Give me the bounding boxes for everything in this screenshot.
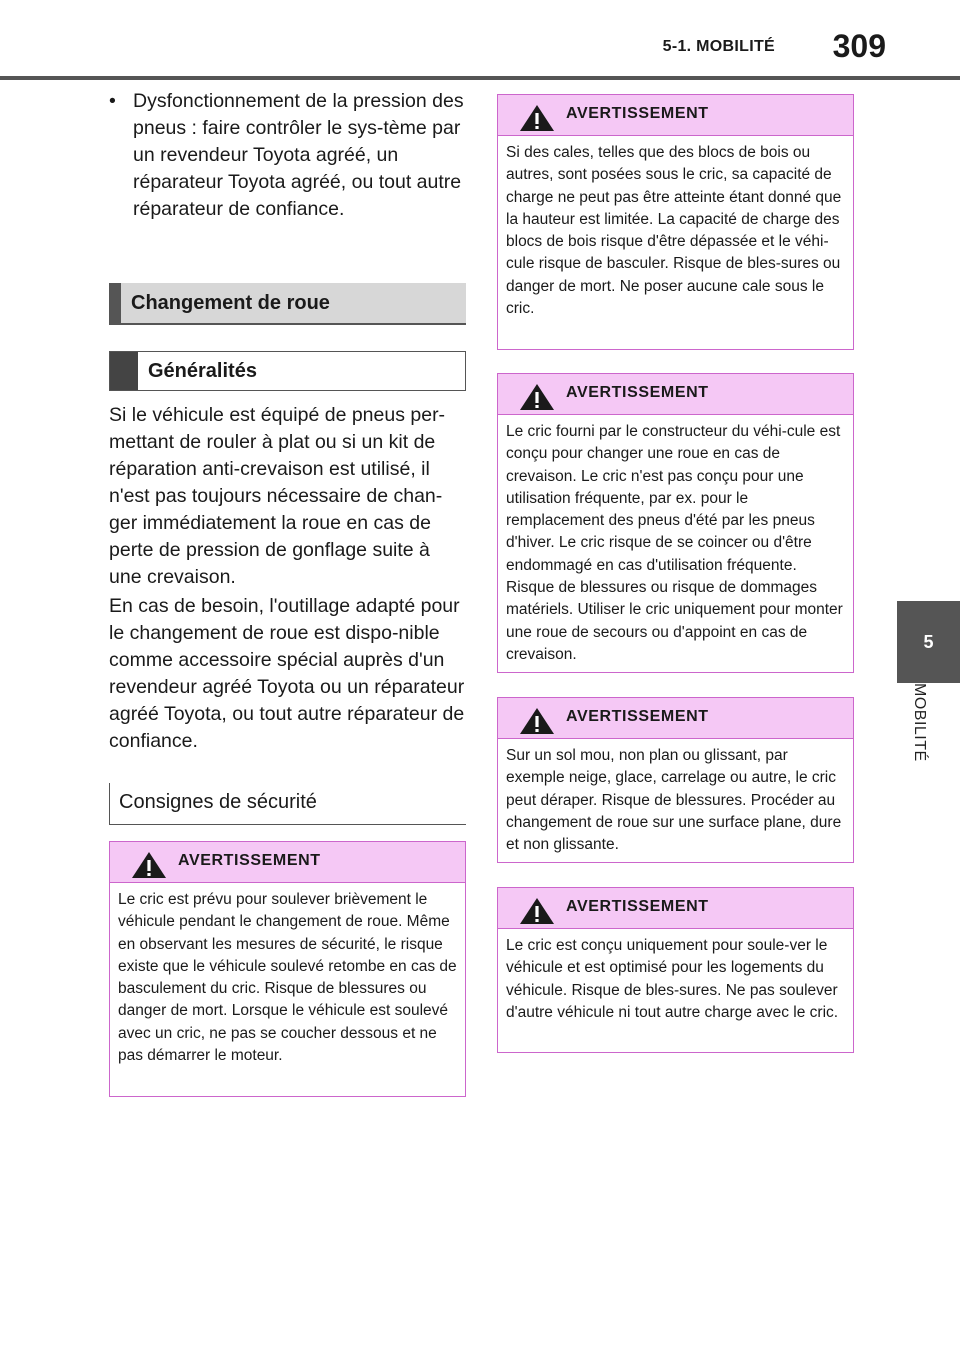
warning-box-1	[109, 841, 466, 1097]
warning-header	[498, 888, 853, 929]
warning-text: Le cric est conçu uniquement pour soule-ver le véhicule et est optimisé pour les logements du véhicule. Risque de bles-sures. Ne pas soulever d'autre véhicule ni tout autre charge avec le cric.	[506, 937, 839, 1021]
chapter-tab-label	[897, 683, 960, 823]
warning-text: Si des cales, telles que des blocs de bois ou autres, sont posées sous le cric, sa capacité de charge ne peut pas être atteinte étant donné que la hauteur est limitée. La capacité de charge des blocs de bois risque d'être dépassée et le véhi-cule risque de basculer. Risque de bles-sures ou danger de mort. Ne poser aucune cale sous le cric.	[506, 144, 842, 318]
header-rule	[0, 76, 960, 80]
chapter-tab-label-text: MOBILITÉ	[911, 683, 928, 762]
warning-box-5	[497, 887, 854, 1053]
section-heading-changement-de-roue	[109, 283, 466, 325]
warning-text: Le cric fourni par le constructeur du véhi-cule est conçu pour changer une roue en cas de crevaison. Le cric n'est pas conçu pour une utilisation fréquente, par ex. pour le remplacement des pneus d'été par les pneus d'hiver. Le cric risque de se coincer ou d'être endommagé en cas d'utilisation fréquente. Risque de blessures ou risque de dommages matériels. Utiliser le cric uniquement pour monter une roue de secours ou d'appoint en cas de crevaison.	[506, 423, 843, 663]
warning-title: AVERTISSEMENT	[566, 708, 709, 725]
bullet-marker: •	[109, 90, 116, 112]
warning-header	[110, 842, 465, 883]
safety-heading-text: Consignes de sécurité	[119, 791, 317, 813]
warning-title: AVERTISSEMENT	[566, 105, 709, 122]
subheading-text: Généralités	[148, 359, 257, 382]
warning-header	[498, 698, 853, 739]
section-title: 5-1. MOBILITÉ	[662, 38, 775, 55]
list-item	[109, 88, 466, 223]
heading-accent-bar	[109, 283, 121, 323]
safety-heading	[109, 783, 466, 825]
warning-triangle-icon	[519, 104, 555, 132]
page-number: 309	[832, 28, 886, 64]
warning-text: Le cric est prévu pour soulever brièvement le véhicule pendant le changement de roue. Même en observant les mesures de sécurité, le risque existe que le véhicule soulevé retombe en cas de basculement du cric. Risque de blessures ou danger de mort. Lorsque le véhicule est soulevé avec un cric, ne pas se coucher dessous et ne pas démarrer le moteur.	[118, 891, 457, 1065]
warning-triangle-icon	[131, 851, 167, 879]
warning-header	[498, 374, 853, 415]
warning-box-2	[497, 94, 854, 350]
warning-triangle-icon	[519, 707, 555, 735]
warning-title: AVERTISSEMENT	[566, 384, 709, 401]
warning-header	[498, 95, 853, 136]
bullet-text: Dysfonctionnement de la pression des pneus : faire contrôler le sys-tème par un revendeur Toyota agréé, un réparateur Toyota agréé, ou tout autre réparateur de confiance.	[133, 90, 464, 220]
warning-title: AVERTISSEMENT	[178, 852, 321, 869]
paragraph-intro: Si le véhicule est équipé de pneus per-mettant de rouler à plat ou si un kit de réparation anti-crevaison est utilisé, il n'est pas toujours nécessaire de chan-ger immédiatement la roue en cas de perte de pression de gonflage suite à une crevaison.	[109, 404, 446, 588]
subheading-accent-bar	[110, 352, 138, 390]
subheading-generalites	[109, 351, 466, 391]
chapter-tab-number[interactable]: 5	[897, 601, 960, 683]
bullet-list	[109, 88, 466, 223]
warning-text: Sur un sol mou, non plan ou glissant, par exemple neige, glace, carrelage ou autre, le cric peut déraper. Risque de blessures. Procéder au changement de roue sur une surface plane, dure et non glissante.	[506, 747, 842, 854]
warning-triangle-icon	[519, 897, 555, 925]
warning-title: AVERTISSEMENT	[566, 898, 709, 915]
warning-box-4	[497, 697, 854, 863]
warning-box-3	[497, 373, 854, 673]
section-heading-text: Changement de roue	[131, 291, 330, 314]
warning-triangle-icon	[519, 383, 555, 411]
paragraph-tools: En cas de besoin, l'outillage adapté pour le changement de roue est dispo-nible comme accessoire spécial auprès d'un revendeur agréé Toyota ou un réparateur agréé Toyota, ou tout autre réparateur de confiance.	[109, 595, 465, 752]
